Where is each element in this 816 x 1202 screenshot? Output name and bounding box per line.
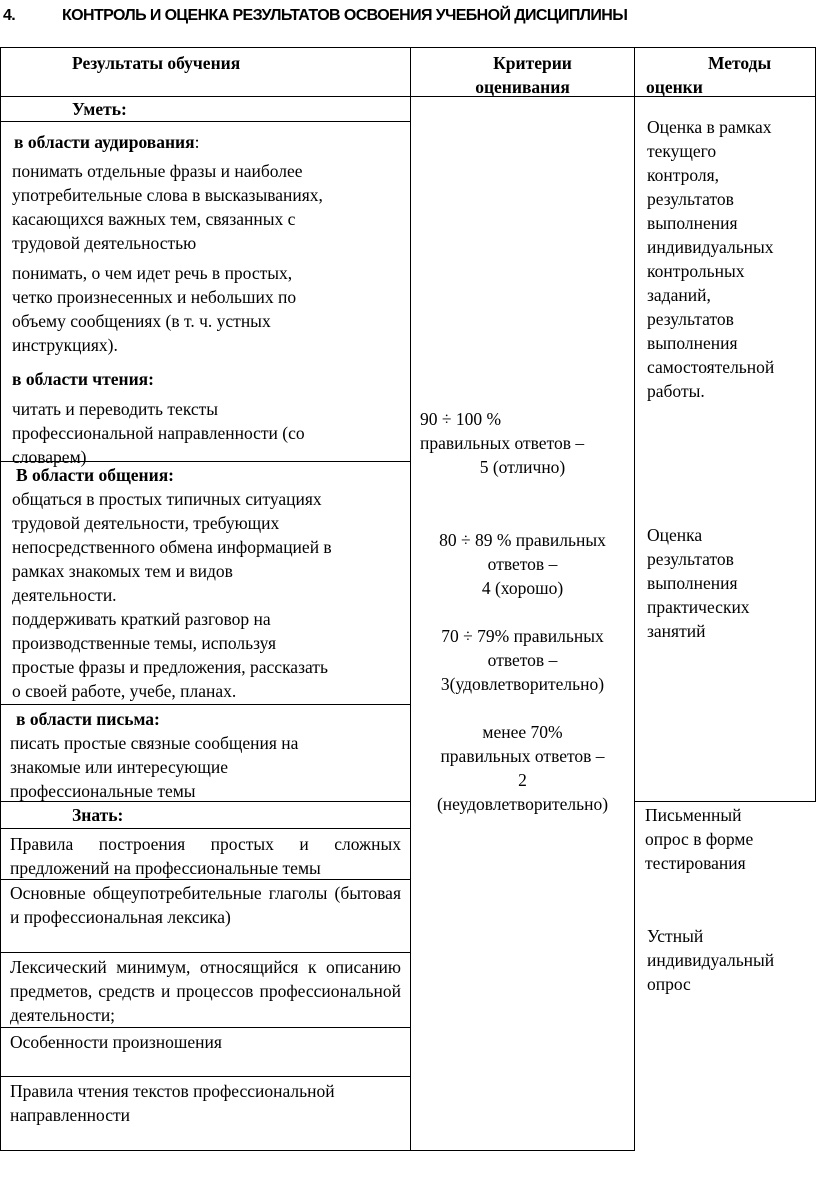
criteria-satisfactory-text: ответов – bbox=[487, 650, 558, 670]
reading-item-line-1: читать и переводить тексты bbox=[12, 399, 219, 419]
communication-section bbox=[12, 463, 408, 703]
listening-item-1 bbox=[12, 159, 408, 255]
table-left-border bbox=[0, 47, 1, 1151]
method-written-line-2: опрос в форме bbox=[645, 829, 754, 849]
criteria-satisfactory-percent: 70 ÷ 79% правильных bbox=[441, 626, 604, 646]
header-methods-line1: Методы bbox=[708, 53, 772, 73]
knowledge-item-4: Особенности произношения bbox=[10, 1032, 222, 1052]
knowledge-row2-rule bbox=[0, 952, 411, 953]
criteria-excellent-text: правильных ответов – bbox=[420, 433, 585, 453]
listening-item-2-line-4: инструкциях). bbox=[12, 335, 118, 355]
method-oral-line-3: опрос bbox=[647, 974, 691, 994]
listening-item-1-line-2: употребительные слова в высказываниях, bbox=[12, 185, 323, 205]
methods-split-rule bbox=[634, 801, 816, 802]
listening-item-1-line-4: трудовой деятельностью bbox=[12, 233, 197, 253]
criteria-good-percent: 80 ÷ 89 % правильных bbox=[439, 530, 606, 550]
header-criteria-line1: Критерии bbox=[493, 53, 572, 73]
criteria-column bbox=[411, 407, 634, 816]
table-top-border bbox=[0, 47, 816, 48]
writing-title: в области письма: bbox=[16, 709, 160, 729]
skills-label-rule bbox=[0, 121, 411, 122]
header-criteria bbox=[411, 51, 634, 99]
criteria-unsatisfactory bbox=[411, 720, 634, 816]
communication-line-3: непосредственного обмена информацией в bbox=[12, 537, 332, 557]
listening-item-2-line-3: объему сообщениях (в т. ч. устных bbox=[12, 311, 271, 331]
listening-item-2-line-2: четко произнесенных и небольших по bbox=[12, 287, 297, 307]
method-current-line-9: результатов bbox=[647, 309, 734, 329]
method-current-line-3: контроля, bbox=[647, 165, 720, 185]
method-current-line-11: самостоятельной bbox=[647, 357, 775, 377]
method-oral bbox=[647, 924, 815, 996]
writing-section bbox=[10, 707, 408, 803]
method-practical bbox=[647, 523, 815, 643]
method-current-line-6: индивидуальных bbox=[647, 237, 774, 257]
listening-item-1-line-3: касающихся важных тем, связанных с bbox=[12, 209, 296, 229]
listening-item-2-line-1: понимать, о чем идет речь в простых, bbox=[12, 263, 293, 283]
method-practical-line-2: результатов bbox=[647, 549, 734, 569]
communication-line-4: рамках знакомых тем и видов bbox=[12, 561, 233, 581]
writing-line-3: профессиональные темы bbox=[10, 781, 196, 801]
criteria-good bbox=[411, 528, 634, 600]
criteria-unsatisfactory-percent: менее 70% bbox=[482, 722, 563, 742]
criteria-methods-divider bbox=[634, 47, 635, 1151]
header-methods bbox=[640, 51, 816, 99]
listening-section bbox=[12, 130, 408, 469]
header-results bbox=[72, 51, 240, 75]
knowledge-row3-rule bbox=[0, 1027, 411, 1028]
communication-line-2: трудовой деятельности, требующих bbox=[12, 513, 280, 533]
method-written bbox=[645, 803, 815, 875]
criteria-excellent bbox=[411, 407, 634, 479]
method-current-line-8: заданий, bbox=[647, 285, 711, 305]
header-methods-line2: оценки bbox=[646, 77, 703, 97]
method-oral-line-2: индивидуальный bbox=[647, 950, 775, 970]
method-current-line-10: выполнения bbox=[647, 333, 738, 353]
listening-item-1-line-1: понимать отдельные фразы и наиболее bbox=[12, 161, 303, 181]
knowledge-row4-rule bbox=[0, 1076, 411, 1077]
criteria-excellent-grade: 5 (отлично) bbox=[479, 457, 566, 477]
section-number: 4. bbox=[3, 7, 16, 24]
reading-item-line-3: словарем) bbox=[12, 447, 87, 467]
knowledge-item-5: Правила чтения текстов профессиональной направленности bbox=[10, 1081, 335, 1125]
listening-item-2 bbox=[12, 261, 408, 357]
communication-line-9: о своей работе, учебе, планах. bbox=[12, 681, 237, 701]
criteria-satisfactory bbox=[411, 624, 634, 696]
communication-line-1: общаться в простых типичных ситуациях bbox=[12, 489, 322, 509]
communication-bottom-rule bbox=[0, 704, 411, 705]
method-written-line-1: Письменный bbox=[645, 805, 742, 825]
criteria-satisfactory-grade: 3(удовлетворительно) bbox=[440, 674, 605, 694]
communication-line-7: производственные темы, используя bbox=[12, 633, 277, 653]
method-oral-line-1: Устный bbox=[647, 926, 704, 946]
method-current-line-7: контрольных bbox=[647, 261, 745, 281]
header-results-text: Результаты обучения bbox=[72, 53, 241, 73]
communication-line-6: поддерживать краткий разговор на bbox=[12, 609, 271, 629]
method-current-control bbox=[647, 115, 815, 403]
knowledge-label: Знать: bbox=[72, 805, 124, 825]
table-bottom-border bbox=[0, 1150, 634, 1151]
method-practical-line-1: Оценка bbox=[647, 525, 703, 545]
knowledge-label-rule bbox=[0, 828, 411, 829]
section-title: КОНТРОЛЬ И ОЦЕНКА РЕЗУЛЬТАТОВ ОСВОЕНИЯ УЧЕБНОЙ ДИСЦИПЛИНЫ bbox=[62, 7, 628, 24]
reading-item bbox=[12, 397, 408, 469]
knowledge-item-1: Правила построения простых и сложных предложений на профессиональные темы bbox=[10, 834, 401, 878]
criteria-good-grade: 4 (хорошо) bbox=[481, 578, 564, 598]
method-practical-line-3: выполнения bbox=[647, 573, 738, 593]
listening-title-colon: : bbox=[194, 132, 200, 152]
method-current-line-5: выполнения bbox=[647, 213, 738, 233]
method-current-line-1: Оценка в рамках bbox=[647, 117, 772, 137]
criteria-unsatisfactory-grade: 2 bbox=[518, 770, 527, 790]
method-practical-line-5: занятий bbox=[647, 621, 706, 641]
knowledge-item-2: Основные общеупотребительные глаголы (бытовая и профессиональная лексика) bbox=[10, 883, 401, 927]
communication-line-8: простые фразы и предложения, рассказать bbox=[12, 657, 328, 677]
reading-item-line-2: профессиональной направленности (со bbox=[12, 423, 305, 443]
communication-title: В области общения: bbox=[16, 465, 175, 485]
method-practical-line-4: практических bbox=[647, 597, 750, 617]
header-criteria-line2: оценивания bbox=[475, 77, 570, 97]
method-current-line-4: результатов bbox=[647, 189, 734, 209]
method-current-line-2: текущего bbox=[647, 141, 717, 161]
criteria-good-text: ответов – bbox=[487, 554, 558, 574]
method-current-line-12: работы. bbox=[647, 381, 705, 401]
communication-line-5: деятельности. bbox=[12, 585, 117, 605]
reading-title: в области чтения: bbox=[12, 369, 154, 389]
criteria-unsatisfactory-text: правильных ответов – bbox=[440, 746, 605, 766]
criteria-unsatisfactory-grade-label: (неудовлетворительно) bbox=[436, 794, 609, 814]
criteria-excellent-percent: 90 ÷ 100 % bbox=[420, 409, 502, 429]
skills-label: Уметь: bbox=[72, 99, 127, 119]
method-written-line-3: тестирования bbox=[645, 853, 746, 873]
writing-line-1: писать простые связные сообщения на bbox=[10, 733, 299, 753]
knowledge-item-3: Лексический минимум, относящийся к описанию предметов, средств и процессов профессиональной деятельности; bbox=[10, 957, 401, 1025]
writing-line-2: знакомые или интересующие bbox=[10, 757, 228, 777]
listening-title: в области аудирования bbox=[14, 132, 195, 152]
